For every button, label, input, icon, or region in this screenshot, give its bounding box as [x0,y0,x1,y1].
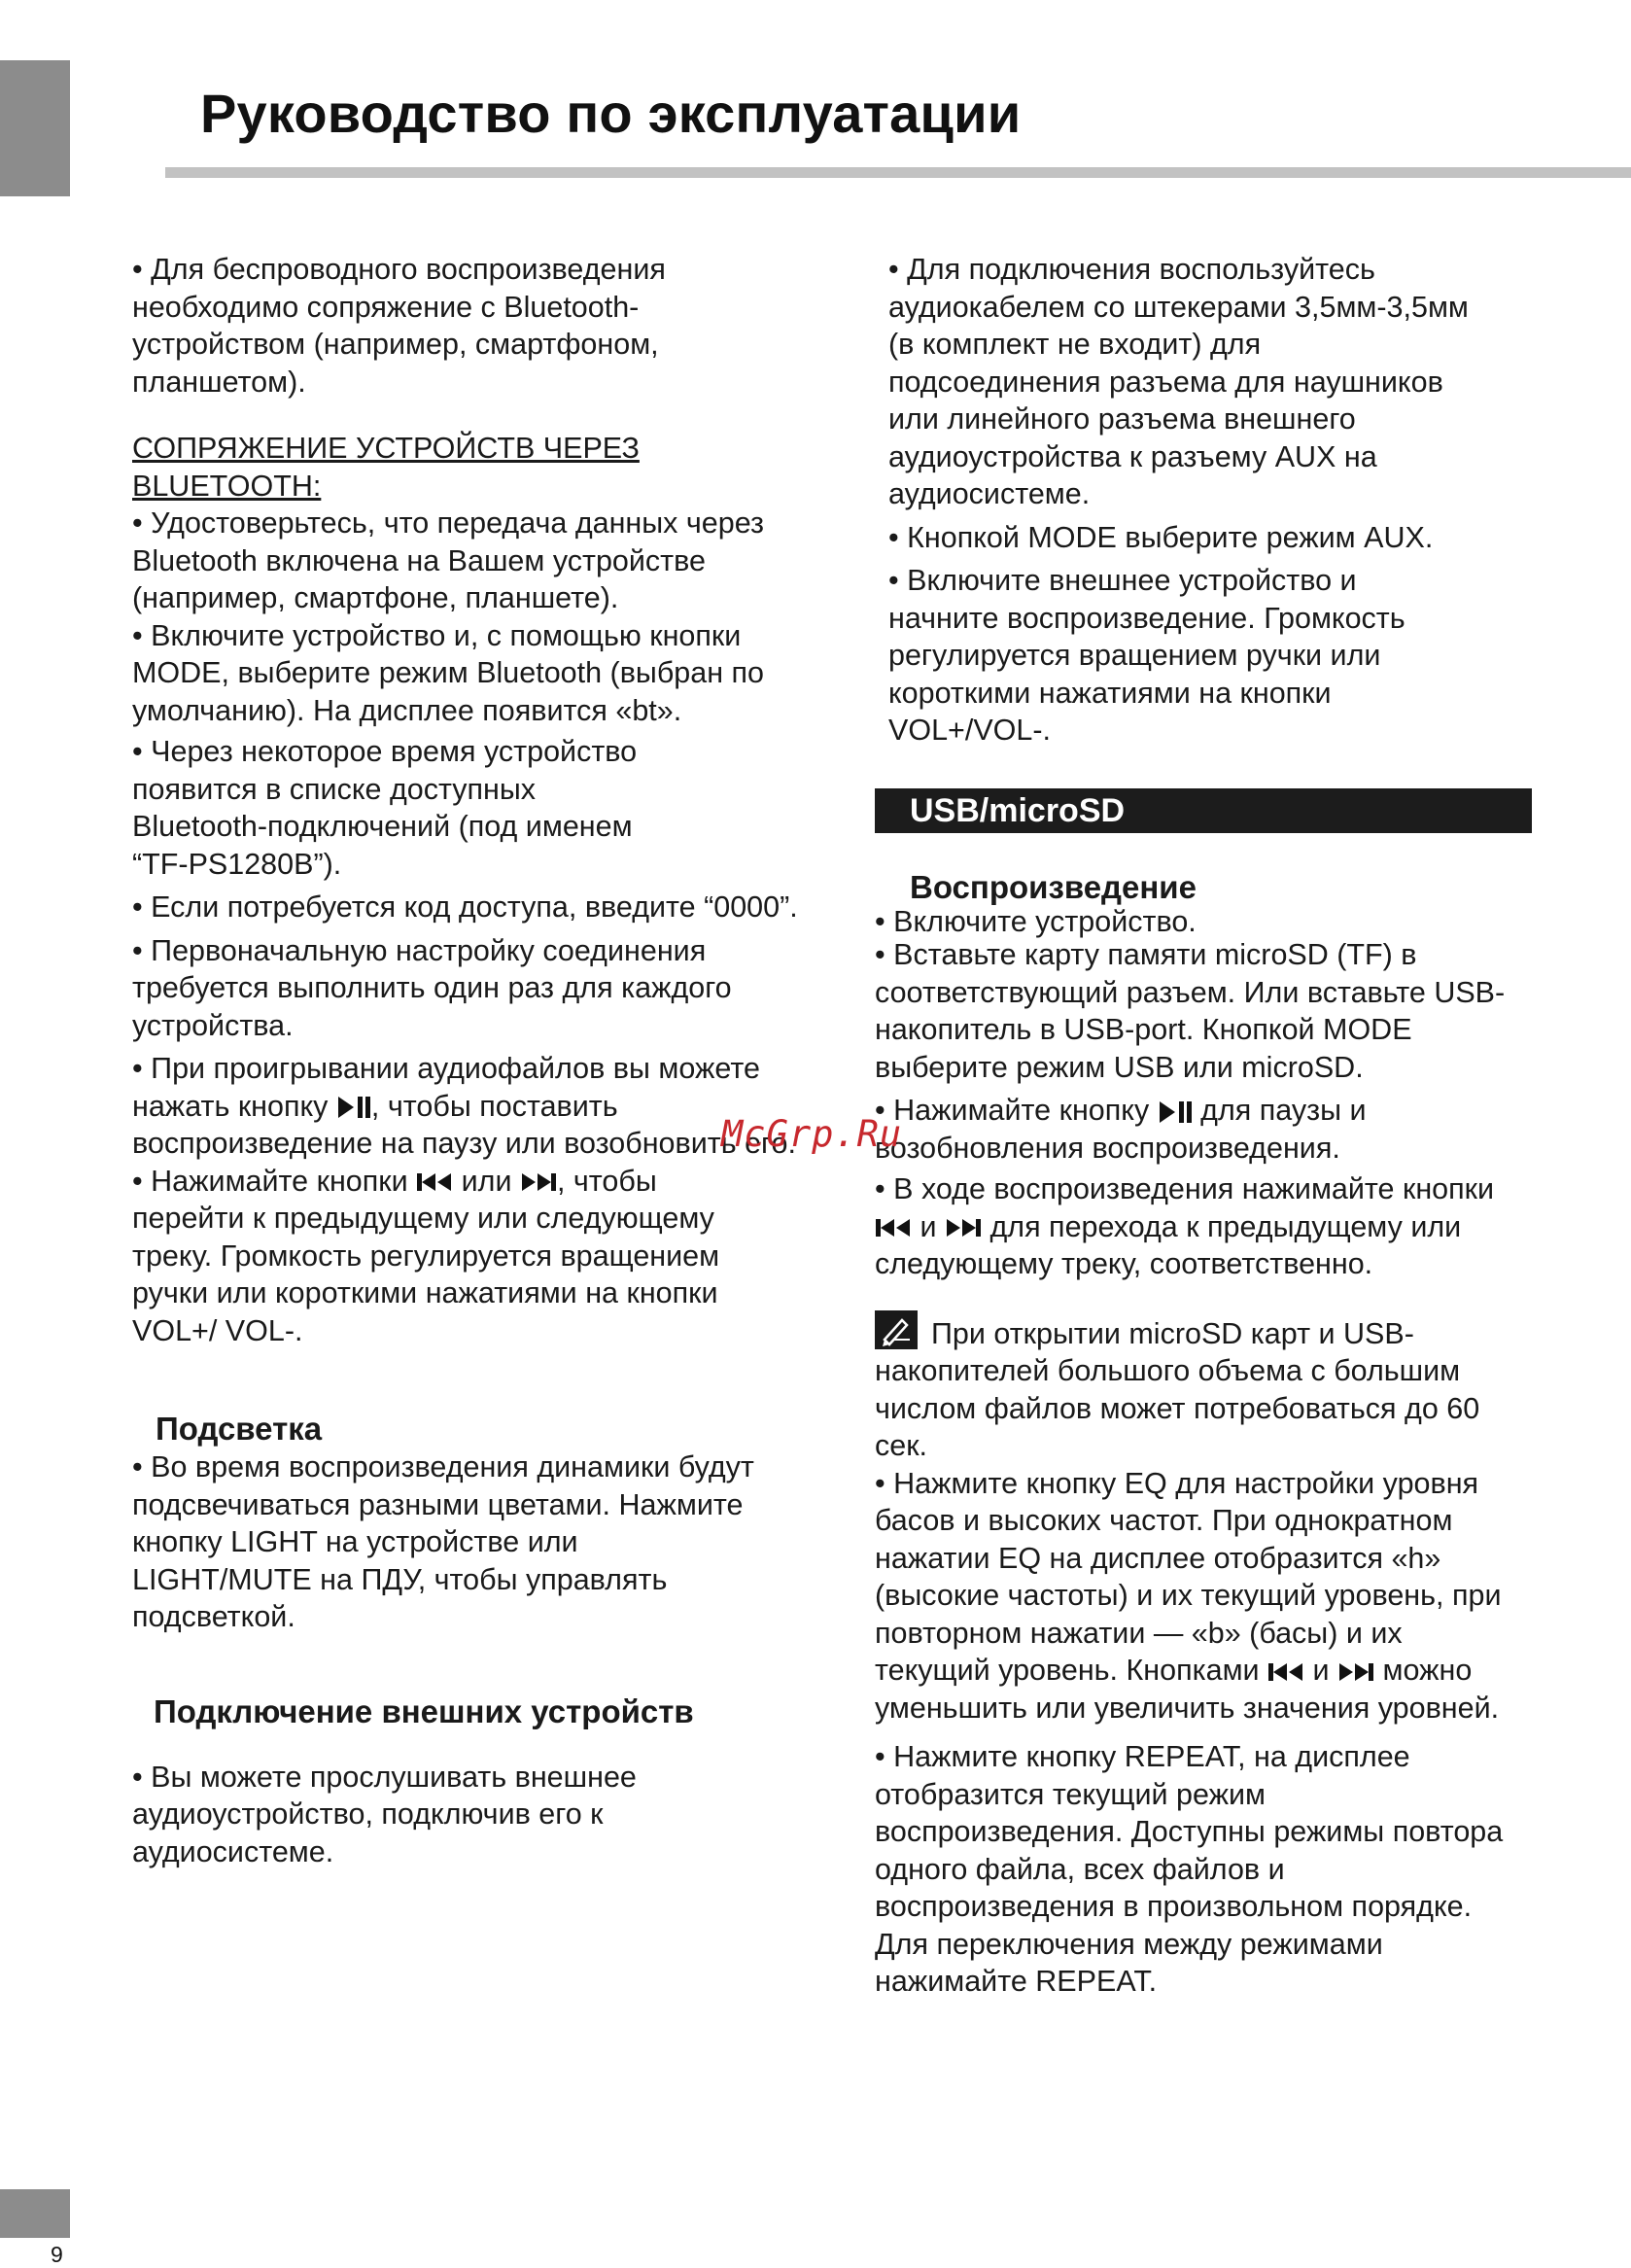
aux-playback-text: • Включите внешнее устройство и начните воспроизведение. Громкость регулируется вращением ручки или короткими нажатиями на кнопки VOL+/VOL-. [888,564,1405,747]
bullet-insert-card: • Вставьте карту памяти microSD (TF) в соответствующий разъем. Или вставьте USB-накопитель в USB-port. Кнопкой MODE выберите режим USB или microSD. [875,938,1506,1084]
light-heading: Подсветка [156,1411,323,1447]
page-title: Руководство по эксплуатации [200,83,1022,144]
bullet-play-pause [132,1050,813,1163]
bullet-pause-text-2: для паузы и возобновления воспроизведения. [875,1094,1367,1165]
bullet-turn-on: • Включите устройство. [875,904,1197,938]
side-tab [0,60,70,196]
bullet-mode-button: • Включите устройство и, с помощью кнопки MODE, выберите режим Bluetooth (выбран по умолчанию). На дисплее появится «bt». [132,618,765,727]
bullet-track-buttons [132,1163,774,1350]
note-text: При открытии microSD карт и USB-накопителей большого объема с большим числом файлов может потребоваться до 60 сек. [875,1316,1480,1462]
bullet-initial-setup: • Первоначальную настройку соединения требуется выполнить один раз для каждого устройства. [132,933,732,1042]
bullet-bluetooth-enabled: • Удостоверьтесь, что передача данных через Bluetooth включена на Вашем устройстве (например, смартфоне, планшете). [132,506,765,614]
note-icon [875,1310,918,1349]
external-devices-heading: Подключение внешних устройств [154,1692,694,1729]
bullet-eq-text-3: можно уменьшить или увеличить значения уровней. [875,1654,1500,1725]
play-pause-icon [1158,1099,1193,1126]
next-track-icon [520,1170,557,1194]
aux-mode-text: • Кнопкой MODE выберите режим AUX. [888,520,1434,554]
external-devices-text: • Вы можете прослушивать внешнее аудиоустройство, подключив его к аудиосистеме. [132,1760,637,1868]
title-rule [165,167,1631,178]
bullet-play-pause-text-2: , чтобы поставить воспроизведение на паузу или возобновить его. [132,1089,796,1160]
light-text: • Во время воспроизведения динамики будут подсвечиваться разными цветами. Нажмите кнопку LIGHT на устройстве или LIGHT/MUTE на ПДУ, чтобы управлять подсветкой. [132,1450,754,1633]
bullet-nav-text-3: для перехода к предыдущему или следующему треку, соответственно. [875,1209,1462,1280]
bullet-nav-text-2: и [912,1209,945,1243]
bullet-track-text-1: • Нажимайте кнопки [132,1164,417,1198]
bullet-pause-resume [875,1092,1507,1167]
page-number: 9 [51,2242,63,2267]
bluetooth-pairing-heading: СОПРЯЖЕНИЕ УСТРОЙСТВ ЧЕРЕЗ BLUETOOTH: [132,432,640,503]
previous-track-icon [875,1216,912,1239]
playback-heading: Воспроизведение [910,868,1197,905]
bullet-track-navigation [875,1170,1507,1283]
page-tab [0,2189,70,2238]
right-column [875,251,1545,2001]
bullet-track-text-2: или [453,1164,520,1198]
bullet-pause-text-1: • Нажимайте кнопку [875,1094,1158,1127]
note-large-media [875,1310,1507,1465]
bullet-track-text-3: , чтобы перейти к предыдущему или следующему треку. Громкость регулируется вращением ручки или короткими нажатиями на кнопки VOL+/ VOL-. [132,1164,720,1347]
next-track-icon [945,1216,982,1239]
previous-track-icon [416,1170,453,1194]
bullet-device-list: • Через некоторое время устройство появится в списке доступных Bluetooth-подключений (под именем “TF-PS1280B”). [132,735,638,881]
bullet-eq [875,1465,1507,1727]
bluetooth-intro: • Для беспроводного воспроизведения необходимо сопряжение с Bluetooth-устройством (например, смартфоном, планшетом). [132,253,666,399]
previous-track-icon [1267,1660,1304,1684]
bullet-eq-text-1: • Нажмите кнопку EQ для настройки уровня басов и высоких частот. При однократном нажатии EQ на дисплее отобразится «h» (высокие частоты) и их текущий уровень, при повторном нажатии — «b» (басы) и их текущий уровень. Кнопками [875,1466,1502,1687]
bullet-eq-text-2: и [1304,1654,1338,1687]
bullet-repeat: • Нажмите кнопку REPEAT, на дисплее отобразится текущий режим воспроизведения. Доступны режимы повтора одного файла, всех файлов и воспроизведения в произвольном порядке. Для переключения между режимами нажимайте REPEAT. [875,1740,1504,1998]
watermark: McGrp.Ru [721,1113,903,1155]
usb-microsd-section-bar: USB/microSD [875,788,1532,833]
left-column [132,251,813,1870]
play-pause-icon [336,1094,371,1121]
next-track-icon [1337,1660,1374,1684]
bullet-passcode: • Если потребуется код доступа, введите “0000”. [132,890,798,924]
aux-cable-text: • Для подключения воспользуйтесь аудиокабелем со штекерами 3,5мм-3,5мм (в комплект не входит) для подсоединения разъема для наушников или линейного разъема внешнего аудиоустройства к разъему AUX на аудиосистеме. [888,253,1469,510]
bullet-play-pause-text-1: • При проигрывании аудиофайлов вы можете нажать кнопку [132,1052,760,1123]
bullet-nav-text-1: • В ходе воспроизведения нажимайте кнопки [875,1172,1495,1205]
